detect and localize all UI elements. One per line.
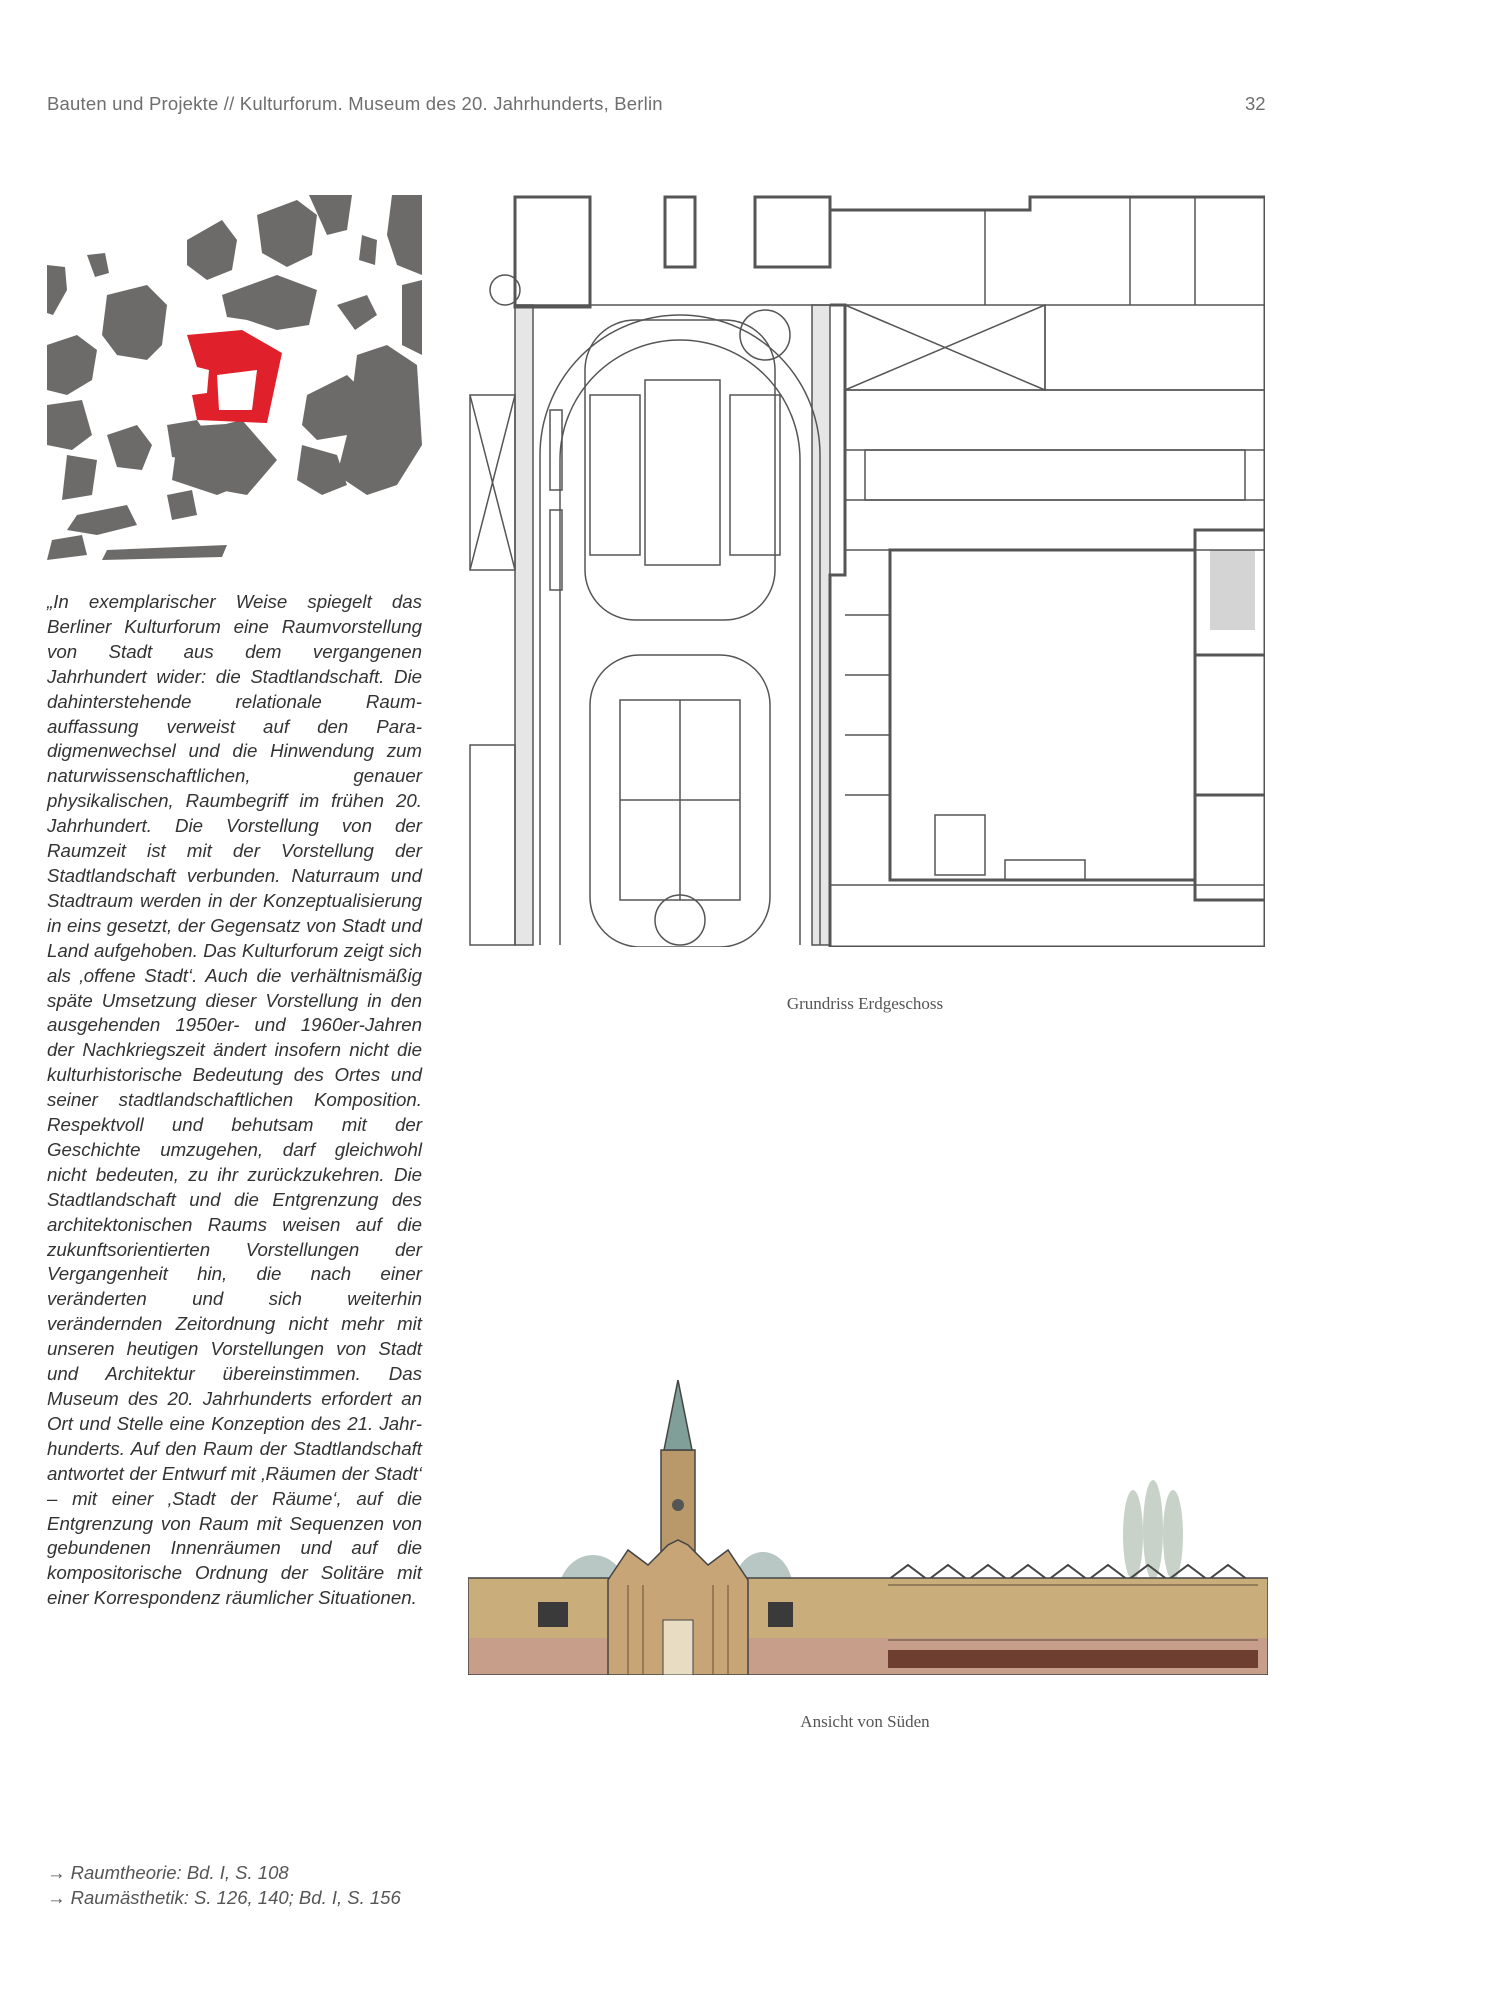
reference-link[interactable]: → Raumtheorie: Bd. I, S. 108 (47, 1862, 289, 1883)
cross-references (47, 1860, 401, 1910)
elevation-caption: Ansicht von Süden (800, 1712, 930, 1731)
page-number: 32 (1245, 93, 1266, 114)
floor-plan-drawing (465, 195, 1265, 947)
running-header: Bauten und Projekte // Kulturforum. Museum des 20. Jahrhunderts, Berlin (47, 93, 663, 114)
site-plan-image (47, 195, 422, 563)
reference-link[interactable]: → Raumästhetik: S. 126, 140; Bd. I, S. 156 (47, 1887, 401, 1908)
body-text-paragraph: „In exemplarischer Weise spiegelt das Berliner Kulturforum eine Raumvorstellung von Stadt aus dem vergangenen Jahrhundert wider: die Stadtlandschaft. Die dahinterstehende relationale Raumauffassung verweist auf den Paradigmenwechsel und die Hinwendung zum naturwissenschaftlichen, genauer physikalischen, Raumbegriff im frühen 20. Jahrhundert. Die Vorstellung von der Raumzeit ist mit der Vorstellung der Stadtlandschaft verbunden. Naturraum und Stadtraum werden in der Konzeptualisierung in eins gesetzt, der Gegensatz von Stadt und Land aufgehoben. Das Kulturforum zeigt sich als ‚offene Stadt‘. Auch die verhältnismäßig späte Umsetzung dieser Vorstellung in den ausgehenden 1950er- und 1960er-Jahren der Nachkriegszeit ändert insofern nicht die kulturhistorische Bedeutung des Ortes und seiner stadtlandschaftlichen Komposition. Respektvoll und behutsam mit der Geschichte umzugehen, darf gleichwohl nicht bedeuten, zu ihr zurückzukehren. Die Stadtlandschaft und die Entgrenzung des architektonischen Raums weisen auf die zukunftsorientierten Vorstellungen der Vergangenheit hin, die nach einer veränderten und sich weiterhin verändernden Zeitordnung nicht mehr mit unseren heutigen Vorstellungen von Stadt und Architektur übereinstimmen. Das Museum des 20. Jahrhunderts erfordert an Ort und Stelle eine Konzeption des 21. Jahrhunderts. Auf den Raum der Stadtlandschaft antwortet der Entwurf mit ‚Räumen der Stadt‘ – mit einer ‚Stadt der Räume‘, auf die Entgrenzung von Raum mit Sequenzen von gebundenen Innenräumen und auf die kompositorische Ordnung der Solitäre mit einer Korrespondenz räumlicher Situationen. (47, 591, 422, 1609)
south-elevation-drawing (468, 1380, 1268, 1675)
floor-plan-caption: Grundriss Erdgeschoss (786, 994, 944, 1013)
